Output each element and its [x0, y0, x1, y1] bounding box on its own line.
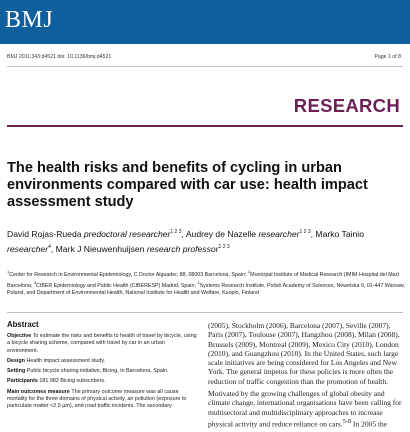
abstract-setting: Setting Public bicycle sharing initiative, Bicing, in Barcelona, Spain. [7, 368, 169, 375]
author-affiliation-marks: 1 2 3 [218, 243, 230, 250]
header-divider [7, 66, 403, 67]
author-affiliation-marks: 4 [48, 243, 51, 250]
affiliation-divider [7, 312, 403, 313]
author-role: predoctoral researcher [83, 228, 171, 239]
bmj-logo: BMJ [5, 7, 54, 33]
article-title: The health risks and benefits of cycling in urban environments compared with car use: health impact assessment study [7, 160, 368, 210]
author-list: David Rojas-Rueda predoctoral researcher$^{1 2 3}$, Audrey de Nazelle researcher$^{1 2 3}$, Marko Tainio researcher$^4$, Mark J Nieuwenhuijsen research professor$^{1 2 3}$ [7, 228, 364, 254]
body-column [208, 321, 403, 432]
author-name: Marko Tainio [315, 228, 364, 239]
author-role: researcher [258, 228, 300, 239]
body-paragraph: Motivated by the growing challenges of global obesity and climate change, international organisations have been calling for multisectoral and multidisciplinary approaches to increase physical activity and reduce reliance on cars.$^{5-8}$ In 2005 the [208, 389, 402, 429]
author-name: David Rojas-Rueda [7, 228, 82, 239]
author-name: Mark J Nieuwenhuijsen [55, 243, 145, 254]
abstract-participants: Participants 181 982 Bicing subscribers. [7, 378, 106, 385]
section-label: RESEARCH [293, 95, 400, 116]
abstract-objective: Objective To estimate the risks and benefits to health of travel by bicycle, using a bicycle sharing scheme, compared with travel by car in an urban environment. [7, 333, 197, 354]
affiliations: $^1$Center for Research in Environmental Epidemiology, C Doctor Aiguader, 88, 08003 Barcelona, Spain; $^2$Municipal Institute of Medical Research (IMIM-Hospital del Mar) Barcelona; $^3$CIBER Epidemiology and Public Health (CIBERESP) Madrid, Spain; $^4$Systems Research Institute, Polish Academy of Sciences, Newelska 6, 01-447 Warsaw, Poland, and Department of Environmental Health, National Institute for Health and Welfare, Kuopio, Finland [7, 269, 405, 297]
abstract-heading: Abstract [7, 320, 39, 329]
abstract-column [7, 320, 197, 414]
section-divider [7, 125, 403, 127]
author-affiliation-marks: 1 2 3 [299, 229, 311, 235]
reference-marker[interactable]: 5-8 [342, 417, 352, 425]
author-affiliation-marks: 1 2 3 [170, 229, 182, 235]
abstract-main-outcomes: Main outcomes measure The primary outcome measure was all cause mortality for the three domains of physical activity, air pollution (exposure to particulate matter <2.5 µm), and road traffic incidents. The secondary [7, 388, 187, 410]
abstract-design: Design Health impact assessment study. [7, 357, 106, 364]
author-role: researcher [7, 243, 49, 254]
page-number: Page 1 of 8 [374, 54, 401, 60]
body-paragraph: (2005), Stockholm (2006), Barcelona (2007), Seville (2007), Paris (2007), Toulouse (2007), Hangzhou (2008), Milan (2008), Brussels (2009), Montreal (2009), Mexico City (2010), London (2010), and Guangzhou (2010). In the United States, such large scale initiatives are being considered for Los Angeles and New York. The general impetus for these policies is more often the reduction of traffic congestion than the promotion of health. [208, 321, 400, 386]
author-role: research professor [146, 243, 219, 254]
journal-header-bar [0, 0, 410, 44]
author-name: Audrey de Nazelle [185, 228, 257, 239]
citation-line: BMJ 2011;343:d4521 doi: 10.1136/bmj.d4521 [7, 54, 112, 60]
